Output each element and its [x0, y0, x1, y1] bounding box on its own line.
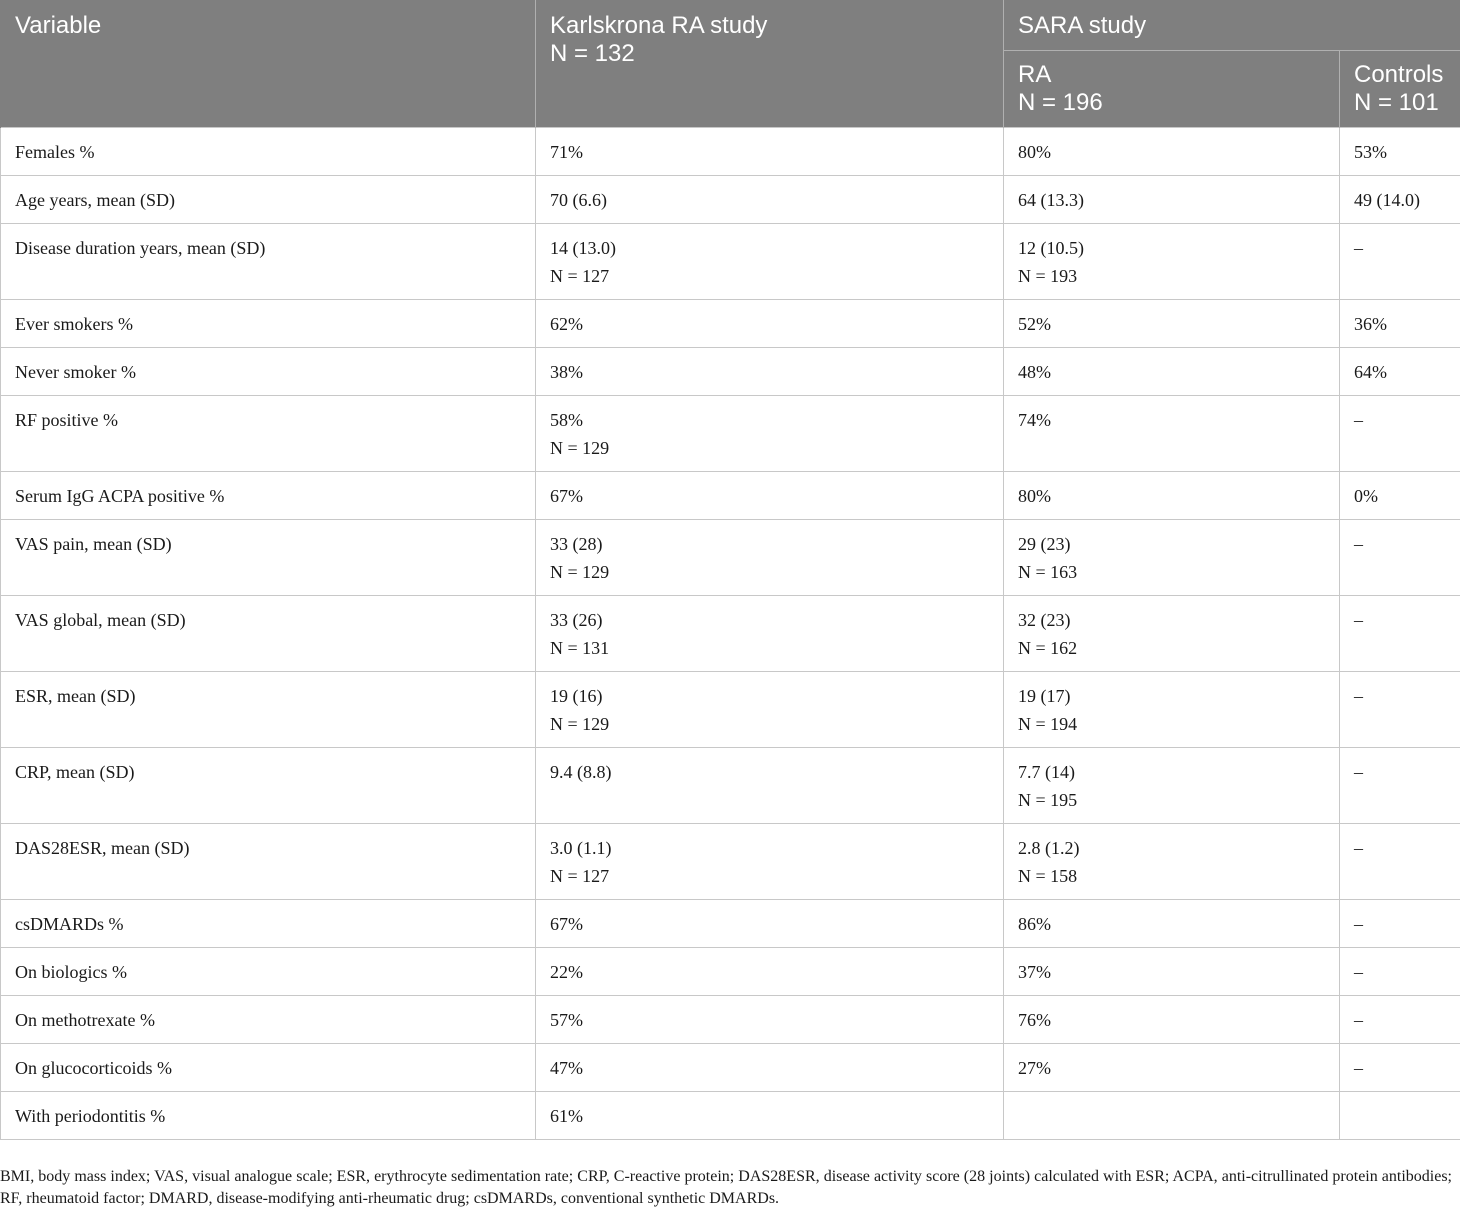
- header-ra-n: N = 196: [1018, 89, 1103, 116]
- cell-karlskrona-line: 47%: [550, 1058, 583, 1078]
- variable-label: On methotrexate %: [15, 1010, 155, 1030]
- header-ra-title: RA: [1018, 61, 1052, 88]
- cell-sara-ra-line: 80%: [1018, 142, 1051, 162]
- cell-sara-ra-line: 37%: [1018, 962, 1051, 982]
- variable-label: Age years, mean (SD): [15, 190, 175, 210]
- cell-karlskrona-line: 62%: [550, 314, 583, 334]
- header-karlskrona-n: N = 132: [550, 40, 635, 67]
- cell-karlskrona: [536, 672, 1004, 748]
- cell-variable: [1, 224, 536, 300]
- cell-sara-ra-line: N = 195: [1018, 790, 1078, 810]
- cell-controls: [1340, 396, 1460, 472]
- cell-sara-ra: [1004, 900, 1340, 948]
- cell-variable: [1, 472, 536, 520]
- cell-karlskrona-line: 61%: [550, 1106, 583, 1126]
- table-row: [1, 224, 1460, 300]
- cell-controls: [1340, 596, 1460, 672]
- table-row: [1, 900, 1460, 948]
- cell-karlskrona: [536, 300, 1004, 348]
- table-header: [1, 0, 1460, 128]
- variable-label: Never smoker %: [15, 362, 136, 382]
- cell-sara-ra-line: 86%: [1018, 914, 1051, 934]
- cell-sara-ra-line: 64 (13.3): [1018, 190, 1084, 210]
- cell-karlskrona: [536, 1092, 1004, 1140]
- cell-variable: [1, 520, 536, 596]
- cell-sara-ra: [1004, 348, 1340, 396]
- table-row: [1, 996, 1460, 1044]
- cell-variable: [1, 348, 536, 396]
- cell-sara-ra-line: 80%: [1018, 486, 1051, 506]
- cell-variable: [1, 900, 536, 948]
- cell-karlskrona: [536, 176, 1004, 224]
- cell-karlskrona-line: 70 (6.6): [550, 190, 607, 210]
- cell-karlskrona: [536, 900, 1004, 948]
- variable-label: On biologics %: [15, 962, 127, 982]
- cell-karlskrona-line: 19 (16): [550, 686, 603, 706]
- cell-controls-line: –: [1354, 914, 1363, 934]
- cell-karlskrona: [536, 996, 1004, 1044]
- cell-controls: [1340, 1092, 1460, 1140]
- variable-label: Disease duration years, mean (SD): [15, 238, 266, 258]
- table-row: [1, 672, 1460, 748]
- cell-controls-line: –: [1354, 762, 1363, 782]
- cell-sara-ra: [1004, 996, 1340, 1044]
- cell-variable: [1, 1092, 536, 1140]
- table-row: [1, 1092, 1460, 1140]
- cell-controls: [1340, 472, 1460, 520]
- cell-karlskrona-line: N = 129: [550, 438, 610, 458]
- cell-karlskrona-line: 33 (28): [550, 534, 603, 554]
- cell-controls: [1340, 824, 1460, 900]
- cell-sara-ra: [1004, 300, 1340, 348]
- cell-controls: [1340, 520, 1460, 596]
- cell-sara-ra-line: N = 163: [1018, 562, 1078, 582]
- table-row: [1, 128, 1460, 176]
- cell-sara-ra-line: 48%: [1018, 362, 1051, 382]
- cell-karlskrona: [536, 396, 1004, 472]
- table-row: [1, 300, 1460, 348]
- cell-sara-ra: [1004, 472, 1340, 520]
- header-sara: [1004, 0, 1460, 51]
- cell-variable: [1, 948, 536, 996]
- cell-variable: [1, 672, 536, 748]
- cell-sara-ra-line: 12 (10.5): [1018, 238, 1084, 258]
- cell-controls: [1340, 224, 1460, 300]
- table-row: [1, 596, 1460, 672]
- header-karlskrona-title: Karlskrona RA study: [550, 12, 768, 39]
- cell-controls-line: 53%: [1354, 142, 1387, 162]
- cell-variable: [1, 824, 536, 900]
- table-row: [1, 176, 1460, 224]
- cell-controls-line: –: [1354, 962, 1363, 982]
- cell-variable: [1, 1044, 536, 1092]
- cell-sara-ra-line: 29 (23): [1018, 534, 1071, 554]
- header-controls-title: Controls: [1354, 61, 1444, 88]
- cell-sara-ra-line: 27%: [1018, 1058, 1051, 1078]
- cell-sara-ra-line: N = 162: [1018, 638, 1078, 658]
- cell-controls-line: 49 (14.0): [1354, 190, 1420, 210]
- table-row: [1, 396, 1460, 472]
- table-row: [1, 748, 1460, 824]
- variable-label: Serum IgG ACPA positive %: [15, 486, 225, 506]
- cell-sara-ra: [1004, 176, 1340, 224]
- table-row: [1, 948, 1460, 996]
- table-row: [1, 348, 1460, 396]
- cell-sara-ra-line: 19 (17): [1018, 686, 1071, 706]
- cell-sara-ra: [1004, 672, 1340, 748]
- cell-karlskrona-line: 22%: [550, 962, 583, 982]
- cell-controls-line: –: [1354, 534, 1363, 554]
- cell-controls: [1340, 348, 1460, 396]
- variable-label: ESR, mean (SD): [15, 686, 136, 706]
- cell-karlskrona: [536, 948, 1004, 996]
- cell-controls: [1340, 1044, 1460, 1092]
- cell-karlskrona: [536, 472, 1004, 520]
- cell-karlskrona-line: 38%: [550, 362, 583, 382]
- header-variable-label: Variable: [15, 12, 102, 39]
- cell-controls-line: –: [1354, 238, 1363, 258]
- cell-variable: [1, 128, 536, 176]
- variable-label: VAS global, mean (SD): [15, 610, 186, 630]
- table-row: [1, 824, 1460, 900]
- cell-variable: [1, 300, 536, 348]
- variable-label: Ever smokers %: [15, 314, 133, 334]
- cell-controls-line: –: [1354, 410, 1363, 430]
- cell-variable: [1, 996, 536, 1044]
- cell-controls-line: 64%: [1354, 362, 1387, 382]
- cell-sara-ra-line: N = 193: [1018, 266, 1078, 286]
- header-karlskrona: [536, 0, 1004, 128]
- header-sara-title: SARA study: [1018, 12, 1147, 39]
- cell-controls: [1340, 948, 1460, 996]
- cell-controls-line: –: [1354, 838, 1363, 858]
- cell-sara-ra: [1004, 596, 1340, 672]
- cell-karlskrona-line: 67%: [550, 486, 583, 506]
- cell-sara-ra-line: 76%: [1018, 1010, 1051, 1030]
- cell-karlskrona: [536, 224, 1004, 300]
- cell-sara-ra: [1004, 128, 1340, 176]
- cell-sara-ra-line: N = 194: [1018, 714, 1078, 734]
- cell-controls-line: –: [1354, 1010, 1363, 1030]
- cell-sara-ra: [1004, 824, 1340, 900]
- cell-controls: [1340, 176, 1460, 224]
- cell-controls: [1340, 672, 1460, 748]
- cell-karlskrona-line: 71%: [550, 142, 583, 162]
- cell-sara-ra: [1004, 1092, 1340, 1140]
- cell-sara-ra-line: 32 (23): [1018, 610, 1071, 630]
- header-variable: [1, 0, 536, 128]
- table-body: [1, 128, 1460, 1140]
- variable-label: DAS28ESR, mean (SD): [15, 838, 190, 858]
- cell-sara-ra-line: 7.7 (14): [1018, 762, 1075, 782]
- cell-controls-line: –: [1354, 686, 1363, 706]
- cell-variable: [1, 396, 536, 472]
- cell-variable: [1, 748, 536, 824]
- cell-karlskrona-line: N = 131: [550, 638, 610, 658]
- cell-controls-line: –: [1354, 610, 1363, 630]
- table-row: [1, 1044, 1460, 1092]
- cell-karlskrona: [536, 520, 1004, 596]
- cell-sara-ra: [1004, 748, 1340, 824]
- cell-karlskrona-line: 57%: [550, 1010, 583, 1030]
- cell-karlskrona-line: N = 129: [550, 714, 610, 734]
- cell-sara-ra-line: 74%: [1018, 410, 1051, 430]
- variable-label: RF positive %: [15, 410, 119, 430]
- cell-sara-ra: [1004, 396, 1340, 472]
- variable-label: With periodontitis %: [15, 1106, 166, 1126]
- cell-controls: [1340, 900, 1460, 948]
- table-footnote: BMI, body mass index; VAS, visual analogue scale; ESR, erythrocyte sedimentation rate; CRP, C-reactive protein; DAS28ESR, disease activity score (28 joints) calculated with ESR; ACPA, anti-citrullinated protein antibodies; RF, rheumatoid factor; DMARD, disease-modifying anti-rheumatic drug; csDMARDs, conventional synthetic DMARDs.: [0, 1168, 1452, 1207]
- cell-sara-ra: [1004, 224, 1340, 300]
- cell-karlskrona-line: 3.0 (1.1): [550, 838, 612, 858]
- cell-controls: [1340, 128, 1460, 176]
- cell-sara-ra: [1004, 948, 1340, 996]
- cell-karlskrona: [536, 748, 1004, 824]
- variable-label: VAS pain, mean (SD): [15, 534, 172, 554]
- cell-karlskrona-line: 14 (13.0): [550, 238, 616, 258]
- header-controls-n: N = 101: [1354, 89, 1439, 116]
- cell-variable: [1, 596, 536, 672]
- cell-sara-ra: [1004, 520, 1340, 596]
- header-sara-ra: [1004, 51, 1340, 128]
- cell-controls: [1340, 748, 1460, 824]
- cell-controls: [1340, 996, 1460, 1044]
- cell-controls-line: 36%: [1354, 314, 1387, 334]
- cell-karlskrona: [536, 128, 1004, 176]
- header-controls: [1340, 51, 1460, 128]
- cell-sara-ra: [1004, 1044, 1340, 1092]
- cell-karlskrona: [536, 348, 1004, 396]
- cell-karlskrona-line: 67%: [550, 914, 583, 934]
- table-row: [1, 472, 1460, 520]
- cell-variable: [1, 176, 536, 224]
- cell-controls: [1340, 300, 1460, 348]
- cell-karlskrona: [536, 824, 1004, 900]
- cell-karlskrona-line: 9.4 (8.8): [550, 762, 612, 782]
- cell-karlskrona: [536, 596, 1004, 672]
- cell-sara-ra-line: 2.8 (1.2): [1018, 838, 1080, 858]
- cell-karlskrona-line: N = 127: [550, 866, 610, 886]
- cell-sara-ra-line: 52%: [1018, 314, 1051, 334]
- table-row: [1, 520, 1460, 596]
- cell-sara-ra-line: N = 158: [1018, 866, 1078, 886]
- cell-controls-line: –: [1354, 1058, 1363, 1078]
- variable-label: Females %: [15, 142, 95, 162]
- cell-karlskrona-line: 33 (26): [550, 610, 603, 630]
- variable-label: csDMARDs %: [15, 914, 124, 934]
- cell-karlskrona: [536, 1044, 1004, 1092]
- cell-karlskrona-line: 58%: [550, 410, 583, 430]
- cell-controls-line: 0%: [1354, 486, 1378, 506]
- cell-karlskrona-line: N = 129: [550, 562, 610, 582]
- variable-label: On glucocorticoids %: [15, 1058, 172, 1078]
- cell-karlskrona-line: N = 127: [550, 266, 610, 286]
- variable-label: CRP, mean (SD): [15, 762, 135, 782]
